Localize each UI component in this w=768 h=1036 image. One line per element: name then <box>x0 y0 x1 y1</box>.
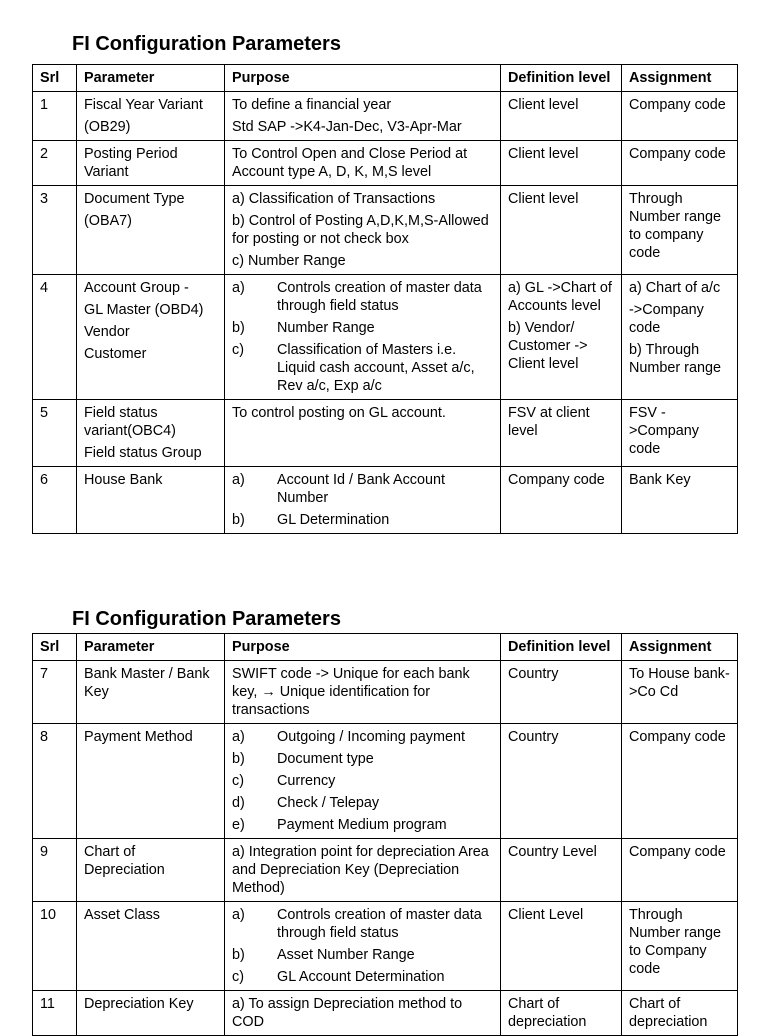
cell-definition-level <box>501 275 622 400</box>
cell-definition-level-line: Client level <box>508 146 579 162</box>
cell-purpose-line: c) Number Range <box>232 253 346 269</box>
cell-parameter-line: Vendor <box>84 324 130 340</box>
cell-purpose <box>225 186 501 275</box>
purpose-item <box>232 511 494 529</box>
cell-purpose-line: a) Integration point for depreciation Area and Depreciation Key (Depreciation Method) <box>232 844 489 896</box>
table-row <box>33 400 738 467</box>
cell-purpose <box>225 141 501 186</box>
cell-assignment <box>622 467 738 534</box>
table-row <box>33 839 738 902</box>
item-text: Number Range <box>277 320 375 336</box>
item-text: Controls creation of master data through field status <box>277 907 482 941</box>
cell-purpose <box>225 724 501 839</box>
cell-parameter <box>77 724 225 839</box>
cell-parameter-line: Bank Master / Bank Key <box>84 666 210 700</box>
cell-definition-level <box>501 141 622 186</box>
cell-srl: 4 <box>33 275 77 400</box>
table-body <box>33 661 738 1036</box>
cell-assignment-line: Company code <box>629 97 726 113</box>
header-parameter: Parameter <box>77 65 225 92</box>
cell-purpose-line: Std SAP ->K4-Jan-Dec, V3-Apr-Mar <box>232 119 462 135</box>
cell-assignment <box>622 400 738 467</box>
purpose-item <box>232 794 494 812</box>
purpose-item <box>232 772 494 790</box>
cell-definition-level <box>501 467 622 534</box>
item-text: Currency <box>277 773 336 789</box>
cell-srl: 9 <box>33 839 77 902</box>
cell-assignment-line: To House bank->Co Cd <box>629 666 730 700</box>
cell-parameter-line: Field status Group <box>84 445 202 461</box>
item-text: Account Id / Bank Account Number <box>277 472 445 506</box>
cell-parameter-line: Fiscal Year Variant <box>84 97 203 113</box>
cell-assignment-line: Bank Key <box>629 472 691 488</box>
cell-srl: 8 <box>33 724 77 839</box>
section-1-title: FI Configuration Parameters <box>72 33 341 55</box>
cell-parameter-line: Payment Method <box>84 729 193 745</box>
item-label: c) <box>232 969 244 985</box>
cell-definition-level-line: FSV at client level <box>508 405 590 439</box>
table-header <box>33 634 738 661</box>
cell-assignment <box>622 275 738 400</box>
purpose-item <box>232 319 494 337</box>
cell-purpose <box>225 839 501 902</box>
cell-srl: 10 <box>33 902 77 991</box>
table-row <box>33 141 738 186</box>
config-table-2 <box>32 633 738 1036</box>
cell-definition-level <box>501 902 622 991</box>
item-label: a) <box>232 280 245 296</box>
cell-purpose <box>225 467 501 534</box>
item-label: d) <box>232 795 245 811</box>
purpose-item <box>232 906 494 942</box>
cell-definition-level-line: Country <box>508 729 559 745</box>
cell-definition-level-line: Chart of depreciation <box>508 996 587 1030</box>
cell-purpose-line: To control posting on GL account. <box>232 405 446 421</box>
cell-parameter <box>77 186 225 275</box>
cell-definition-level-line: Client Level <box>508 907 584 923</box>
header-srl: Srl <box>33 634 77 661</box>
cell-assignment <box>622 92 738 141</box>
header-parameter: Parameter <box>77 634 225 661</box>
item-label: e) <box>232 817 245 833</box>
purpose-item <box>232 279 494 315</box>
cell-assignment <box>622 902 738 991</box>
cell-purpose <box>225 275 501 400</box>
table-row <box>33 186 738 275</box>
cell-purpose-line: a) Classification of Transactions <box>232 191 436 207</box>
item-text: Outgoing / Incoming payment <box>277 729 465 745</box>
item-label: b) <box>232 512 245 528</box>
table-row <box>33 467 738 534</box>
table-row <box>33 991 738 1036</box>
cell-definition-level <box>501 724 622 839</box>
cell-parameter <box>77 141 225 186</box>
cell-srl: 2 <box>33 141 77 186</box>
cell-purpose-line: b) Control of Posting A,D,K,M,S-Allowed for posting or not check box <box>232 213 489 247</box>
cell-parameter <box>77 400 225 467</box>
purpose-item <box>232 341 494 395</box>
header-purpose: Purpose <box>225 634 501 661</box>
cell-parameter-line: GL Master (OBD4) <box>84 302 204 318</box>
cell-assignment-line: Company code <box>629 146 726 162</box>
item-text: Document type <box>277 751 374 767</box>
cell-parameter <box>77 92 225 141</box>
cell-assignment <box>622 839 738 902</box>
cell-srl: 1 <box>33 92 77 141</box>
cell-assignment-line: Company code <box>629 844 726 860</box>
cell-assignment <box>622 991 738 1036</box>
header-definition-level: Definition level <box>501 65 622 92</box>
cell-assignment-line: Through Number range to company code <box>629 191 721 261</box>
cell-purpose-line: To Control Open and Close Period at Account type A, D, K, M,S level <box>232 146 468 180</box>
table-row <box>33 724 738 839</box>
cell-parameter-line: Depreciation Key <box>84 996 194 1012</box>
item-label: c) <box>232 773 244 789</box>
cell-purpose-line: SWIFT code -> Unique for each bank key, → Unique identification for transactions <box>232 666 470 718</box>
cell-assignment-line: a) Chart of a/c <box>629 280 721 296</box>
purpose-item <box>232 728 494 746</box>
cell-parameter-line: (OBA7) <box>84 213 132 229</box>
cell-parameter <box>77 839 225 902</box>
item-text: Payment Medium program <box>277 817 447 833</box>
purpose-item <box>232 946 494 964</box>
purpose-item <box>232 968 494 986</box>
item-label: a) <box>232 729 245 745</box>
cell-parameter-line: Chart of Depreciation <box>84 844 165 878</box>
cell-parameter <box>77 661 225 724</box>
table-row <box>33 275 738 400</box>
cell-assignment-line: FSV - >Company code <box>629 405 699 457</box>
cell-parameter <box>77 275 225 400</box>
item-label: b) <box>232 751 245 767</box>
item-text: Controls creation of master data through field status <box>277 280 482 314</box>
purpose-item <box>232 750 494 768</box>
cell-parameter <box>77 902 225 991</box>
cell-assignment-line: Company code <box>629 729 726 745</box>
purpose-item <box>232 816 494 834</box>
cell-definition-level <box>501 991 622 1036</box>
item-label: b) <box>232 320 245 336</box>
cell-purpose <box>225 661 501 724</box>
cell-parameter-line: Posting Period Variant <box>84 146 178 180</box>
cell-srl: 5 <box>33 400 77 467</box>
config-table-1 <box>32 64 738 534</box>
cell-parameter-line: Field status variant(OBC4) <box>84 405 176 439</box>
cell-parameter <box>77 467 225 534</box>
cell-purpose <box>225 902 501 991</box>
section-2-title: FI Configuration Parameters <box>72 608 341 630</box>
cell-definition-level-line: Company code <box>508 472 605 488</box>
cell-purpose <box>225 92 501 141</box>
cell-definition-level-line: Country <box>508 666 559 682</box>
cell-purpose <box>225 991 501 1036</box>
cell-assignment-line: b) Through Number range <box>629 342 721 376</box>
cell-srl: 7 <box>33 661 77 724</box>
item-label: a) <box>232 907 245 923</box>
header-row <box>33 634 738 661</box>
item-text: GL Determination <box>277 512 390 528</box>
cell-purpose-line: a) To assign Depreciation method to COD <box>232 996 463 1030</box>
table-row <box>33 902 738 991</box>
header-definition-level: Definition level <box>501 634 622 661</box>
cell-assignment-line: Chart of depreciation <box>629 996 708 1030</box>
cell-parameter <box>77 991 225 1036</box>
cell-definition-level <box>501 186 622 275</box>
cell-srl: 3 <box>33 186 77 275</box>
cell-assignment <box>622 141 738 186</box>
header-assignment: Assignment <box>622 65 738 92</box>
cell-parameter-line: Account Group - <box>84 280 189 296</box>
cell-parameter-line: House Bank <box>84 472 163 488</box>
table-body <box>33 92 738 534</box>
header-srl: Srl <box>33 65 77 92</box>
item-label: c) <box>232 342 244 358</box>
item-text: Asset Number Range <box>277 947 415 963</box>
cell-parameter-line: (OB29) <box>84 119 131 135</box>
item-text: Classification of Masters i.e. Liquid cash account, Asset a/c, Rev a/c, Exp a/c <box>277 342 475 394</box>
table-row <box>33 661 738 724</box>
header-row <box>33 65 738 92</box>
cell-definition-level-line: a) GL ->Chart of Accounts level <box>508 280 612 314</box>
cell-definition-level <box>501 839 622 902</box>
cell-parameter-line: Customer <box>84 346 147 362</box>
cell-definition-level-line: Client level <box>508 191 579 207</box>
cell-parameter-line: Document Type <box>84 191 185 207</box>
cell-srl: 6 <box>33 467 77 534</box>
cell-assignment <box>622 186 738 275</box>
item-text: GL Account Determination <box>277 969 445 985</box>
cell-assignment <box>622 724 738 839</box>
cell-purpose <box>225 400 501 467</box>
cell-definition-level-line: b) Vendor/ Customer -> Client level <box>508 320 588 372</box>
item-label: b) <box>232 947 245 963</box>
cell-definition-level <box>501 400 622 467</box>
cell-srl: 11 <box>33 991 77 1036</box>
cell-assignment-line: ->Company code <box>629 302 704 336</box>
cell-definition-level-line: Country Level <box>508 844 597 860</box>
header-purpose: Purpose <box>225 65 501 92</box>
table-row <box>33 92 738 141</box>
cell-definition-level-line: Client level <box>508 97 579 113</box>
cell-definition-level <box>501 661 622 724</box>
purpose-item <box>232 471 494 507</box>
header-assignment: Assignment <box>622 634 738 661</box>
cell-assignment <box>622 661 738 724</box>
item-text: Check / Telepay <box>277 795 380 811</box>
table-header <box>33 65 738 92</box>
cell-definition-level <box>501 92 622 141</box>
cell-purpose-line: To define a financial year <box>232 97 392 113</box>
cell-parameter-line: Asset Class <box>84 907 160 923</box>
item-label: a) <box>232 472 245 488</box>
cell-assignment-line: Through Number range to Company code <box>629 907 721 977</box>
